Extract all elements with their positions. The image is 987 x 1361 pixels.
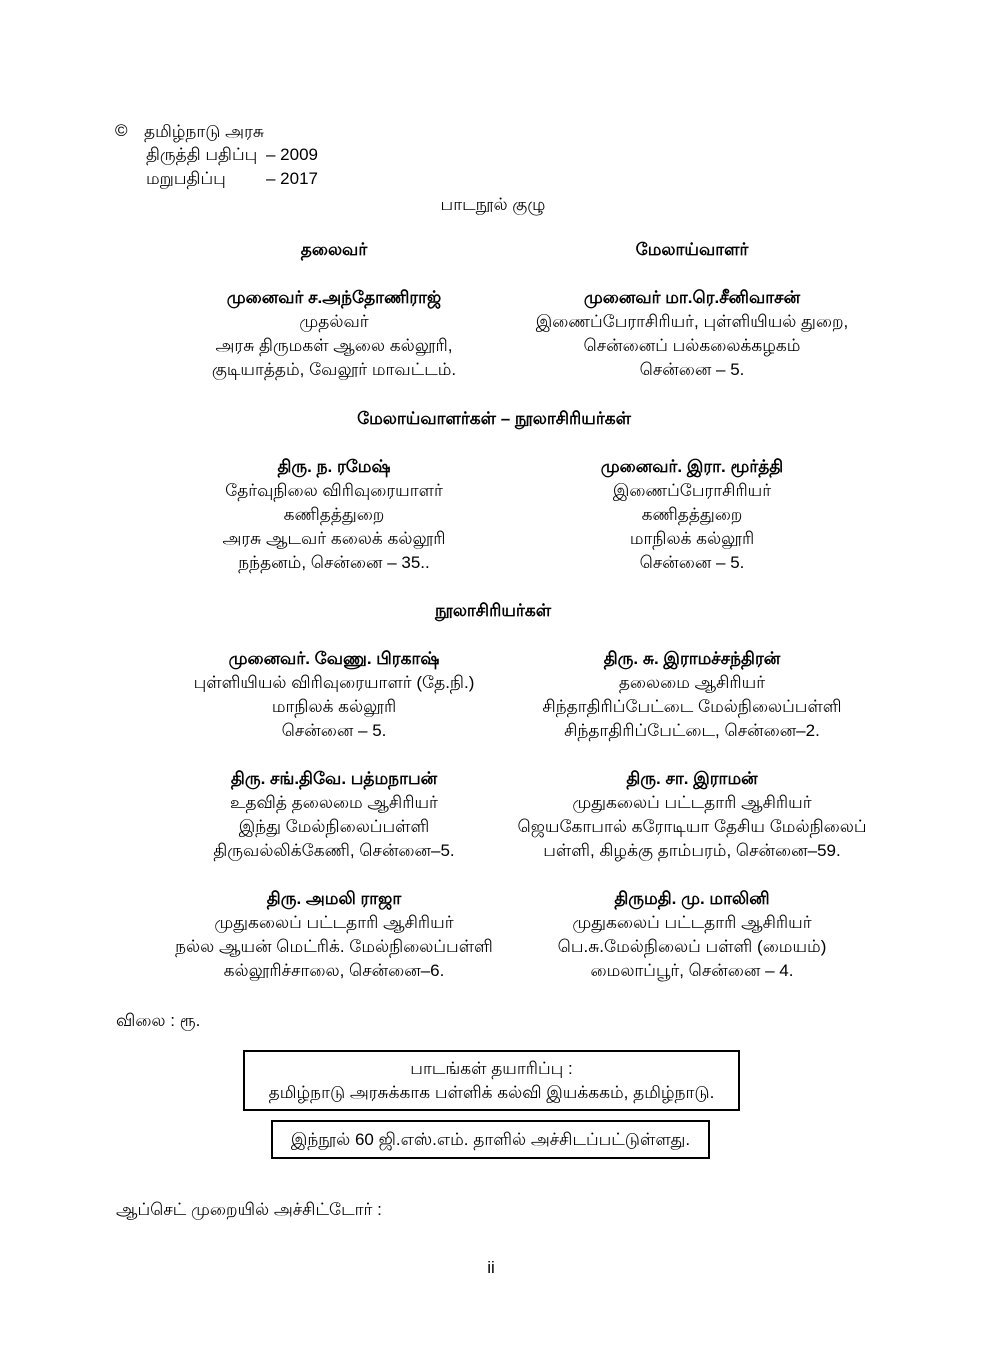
author-5 [175, 887, 493, 983]
author-1 [194, 647, 475, 743]
person-line: மைலாப்பூர், சென்னை – 4. [590, 961, 794, 980]
chairman-institution: அரசு திருமகள் ஆலை கல்லூரி, [215, 336, 453, 355]
person-line: இந்து மேல்நிலைப்பள்ளி [238, 817, 430, 836]
person-line: நந்தனம், சென்னை – 35.. [238, 553, 430, 572]
person-name: திரு. சா. இராமன் [626, 769, 758, 788]
committee-title: பாடநூல் குழு [440, 195, 546, 214]
price-label: விலை : ரூ. [116, 1011, 201, 1030]
chairman-block [212, 238, 456, 382]
chairman-title: முதல்வர் [299, 312, 369, 331]
copyright-owner: தமிழ்நாடு அரசு [144, 122, 264, 141]
person-name: திரு. சு. இராமச்சந்திரன் [603, 649, 781, 668]
person-line: பள்ளி, கிழக்கு தாம்பரம், சென்னை–59. [543, 841, 841, 860]
person-line: கல்லூரிச்சாலை, சென்னை–6. [223, 961, 445, 980]
person-line: மாநிலக் கல்லூரி [271, 697, 397, 716]
person-line: தேர்வுநிலை விரிவுரையாளர் [225, 481, 443, 500]
person-line: கணிதத்துறை [283, 505, 385, 524]
person-line: திருவல்லிக்கேணி, சென்னை–5. [213, 841, 455, 860]
prepared-by-box [243, 1050, 740, 1111]
person-name: திரு. அமலி ராஜா [266, 889, 402, 908]
reviewer-author-1 [222, 455, 445, 575]
person-name: முனைவர். இரா. மூர்த்தி [600, 457, 784, 476]
person-line: நல்ல ஆயன் மெட்ரிக். மேல்நிலைப்பள்ளி [175, 937, 493, 956]
person-line: முதுகலைப் பட்டதாரி ஆசிரியர் [572, 793, 812, 812]
person-name: திருமதி. மு. மாலினி [614, 889, 770, 908]
chairman-name: முனைவர் ச.அந்தோணிராஜ் [226, 288, 442, 307]
person-line: முதுகலைப் பட்டதாரி ஆசிரியர் [572, 913, 812, 932]
person-line: சிந்தாதிரிப்பேட்டை, சென்னை–2. [564, 721, 820, 740]
reviewer-place: சென்னை – 5. [639, 360, 745, 379]
author-2 [542, 647, 841, 743]
person-name: திரு. ந. ரமேஷ் [277, 457, 391, 476]
author-6 [558, 887, 827, 983]
paper-info-text: இந்நூல் 60 ஜி.எஸ்.எம். தாளில் அச்சிடப்பட்டுள்ளது. [290, 1130, 691, 1149]
person-line: உதவித் தலைமை ஆசிரியர் [230, 793, 438, 812]
person-line: முதுகலைப் பட்டதாரி ஆசிரியர் [214, 913, 454, 932]
revised-edition-year: – 2009 [266, 145, 318, 164]
person-line: மாநிலக் கல்லூரி [629, 529, 755, 548]
reviewer-heading: மேலாய்வாளர் [635, 240, 749, 259]
chairman-place: குடியாத்தம், வேலூர் மாவட்டம். [211, 360, 457, 379]
person-line: அரசு ஆடவர் கலைக் கல்லூரி [222, 529, 446, 548]
reviewer-title: இணைப்பேராசிரியர், புள்ளியியல் துறை, [535, 312, 849, 331]
reviewer-institution: சென்னைப் பல்கலைக்கழகம் [583, 336, 801, 355]
authors-title: நூலாசிரியர்கள் [434, 601, 552, 620]
page-number: ii [487, 1258, 495, 1277]
reviewer-block [536, 238, 849, 382]
person-line: சென்னை – 5. [281, 721, 387, 740]
revised-edition-label: திருத்தி பதிப்பு [146, 145, 258, 164]
reviewers-authors-title: மேலாய்வாளர்கள் – நூலாசிரியர்கள் [357, 409, 631, 428]
person-line: சென்னை – 5. [639, 553, 745, 572]
person-line: கணிதத்துறை [641, 505, 743, 524]
reprint-year: – 2017 [266, 169, 318, 188]
person-line: ஜெயகோபால் கரோடியா தேசிய மேல்நிலைப் [517, 817, 867, 836]
paper-info-box [271, 1120, 710, 1159]
person-name: திரு. சங்.திவே. பத்மநாபன் [230, 769, 438, 788]
author-4 [517, 767, 866, 863]
person-line: புள்ளியியல் விரிவுரையாளர் (தே.நி.) [193, 673, 475, 692]
prepared-by-text: தமிழ்நாடு அரசுக்காக பள்ளிக் கல்வி இயக்ககம், தமிழ்நாடு. [268, 1083, 715, 1102]
copyright-symbol: © [115, 121, 128, 140]
author-3 [213, 767, 454, 863]
person-name: முனைவர். வேணு. பிரகாஷ் [228, 649, 440, 668]
printer-label: ஆப்செட் முறையில் அச்சிட்டோர் : [116, 1200, 382, 1219]
chairman-heading: தலைவர் [300, 240, 368, 259]
person-line: சிந்தாதிரிப்பேட்டை மேல்நிலைப்பள்ளி [542, 697, 842, 716]
reviewer-author-2 [601, 455, 783, 575]
reprint-label: மறுபதிப்பு [146, 169, 226, 188]
person-line: இணைப்பேராசிரியர் [612, 481, 772, 500]
person-line: பெ.சு.மேல்நிலைப் பள்ளி (மையம்) [557, 937, 827, 956]
person-line: தலைமை ஆசிரியர் [618, 673, 766, 692]
reviewer-name: முனைவர் மா.ரெ.சீனிவாசன் [583, 288, 801, 307]
prepared-by-label: பாடங்கள் தயாரிப்பு : [410, 1059, 573, 1078]
